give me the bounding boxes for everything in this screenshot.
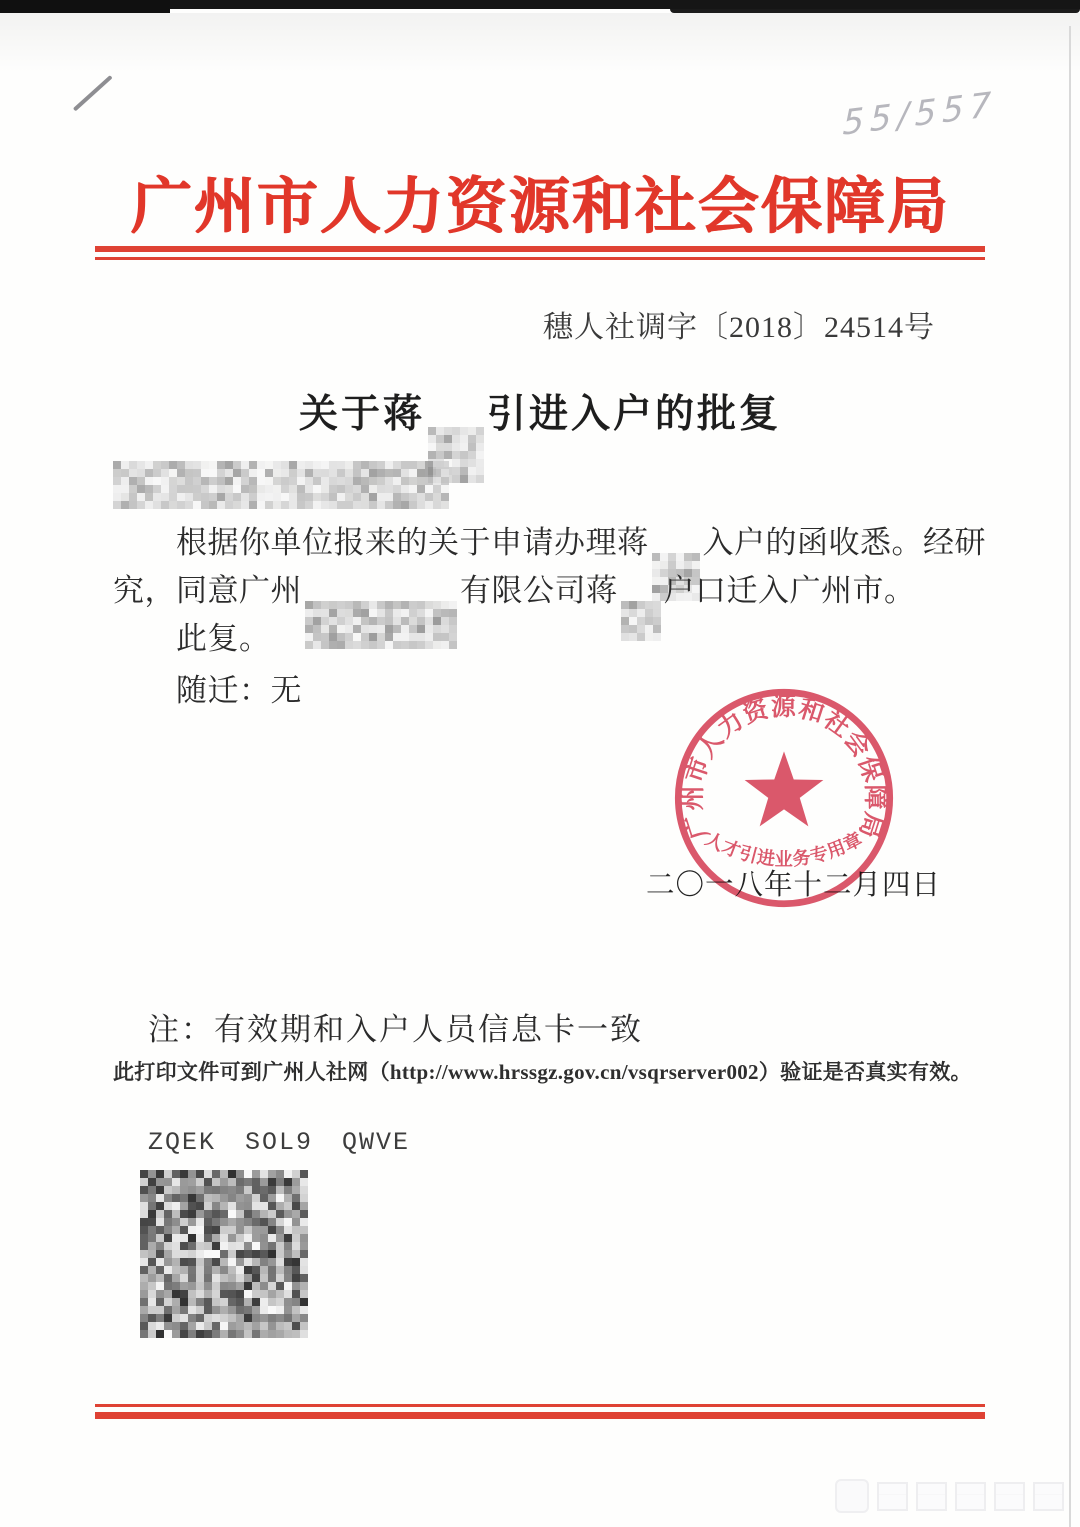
scan-shading — [0, 13, 1080, 73]
watermark-logo-icon — [835, 1479, 869, 1513]
redacted-name-blur — [621, 601, 661, 641]
divider-thick-line — [95, 1412, 985, 1419]
pencil-check-mark — [73, 75, 112, 111]
body-text: 究，同意广州 — [113, 573, 302, 608]
letterhead-divider — [95, 246, 985, 260]
body-text: 户口迁入广州市。 — [663, 573, 916, 608]
redacted-addressee-blur — [113, 461, 449, 509]
body-text: 入户的函收悉。经研 — [702, 525, 986, 560]
footer-divider — [95, 1404, 985, 1419]
official-red-seal — [670, 684, 898, 912]
letterhead-agency-title: 广州市人力资源和社会保障局 — [130, 174, 950, 241]
subject-suffix: 引进入户的批复 — [487, 393, 782, 436]
body-escort-line: 随迁：无 — [176, 673, 302, 708]
handwritten-number: 55/557 — [842, 84, 998, 144]
verification-code: ZQEK SOL9 QWVE — [148, 1128, 411, 1157]
document-date: 二〇一八年十二月四日 — [646, 870, 942, 901]
verification-instruction: 此打印文件可到广州人社网（http://www.hrssgz.gov.cn/vsqrserver002）验证是否真实有效。 — [113, 1060, 972, 1084]
body-text: 根据你单位报来的关于申请办理蒋 — [176, 525, 649, 560]
body-closing: 此复。 — [176, 621, 271, 656]
divider-thin-line — [95, 1404, 985, 1407]
divider-thick-line — [95, 246, 985, 252]
document-number: 穗人社调字〔2018〕24514号 — [543, 311, 935, 344]
seal-star-icon — [745, 751, 824, 826]
seal-bottom-text: 人才引进业务专用章 — [702, 828, 866, 870]
redacted-company-blur — [305, 601, 457, 649]
body-text: 有限公司蒋 — [460, 573, 618, 608]
scan-edge-top-left — [0, 0, 170, 13]
faint-watermark — [835, 1479, 1064, 1513]
scan-edge-right — [1069, 26, 1071, 1527]
subject-prefix: 关于蒋 — [298, 393, 425, 436]
qr-code-blurred — [140, 1170, 308, 1338]
divider-thin-line — [95, 257, 985, 260]
validity-note: 注：有效期和入户人员信息卡一致 — [148, 1012, 643, 1047]
seal-ring-text: 广州市人力资源和社会保障局 — [680, 694, 888, 842]
